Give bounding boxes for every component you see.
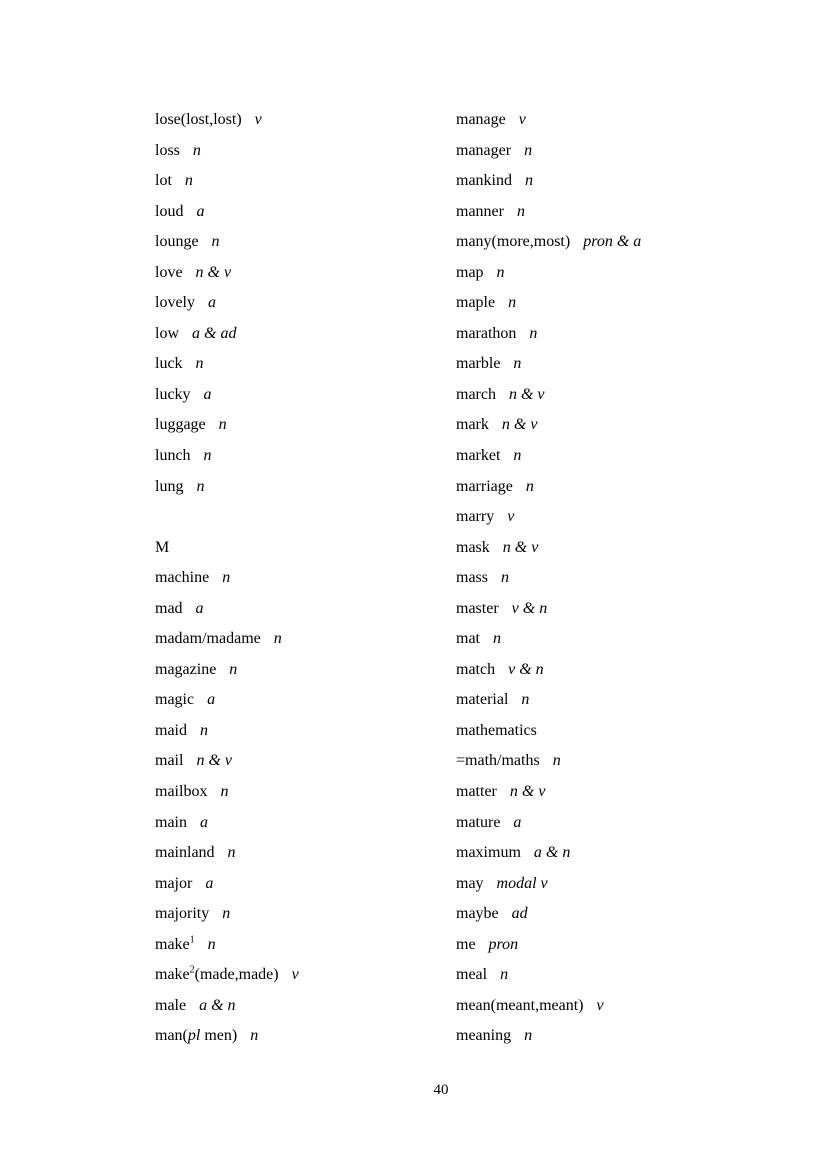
entry-word: machine — [155, 569, 210, 587]
word-entry — [456, 380, 776, 411]
entry-pos-tag: v & n — [508, 660, 544, 678]
entry-word: man(pl men) — [155, 1027, 238, 1045]
entry-pos-tag: n — [227, 844, 236, 862]
entry-pos-tag: n & v — [502, 538, 539, 556]
entry-pos-tag: a & n — [199, 996, 236, 1014]
word-entry — [456, 1021, 776, 1052]
word-entry — [456, 197, 776, 228]
entry-pos-tag: v — [254, 111, 262, 128]
entry-word: loud — [155, 202, 184, 220]
superscript: 1 — [189, 934, 195, 946]
word-entry — [456, 899, 776, 930]
entry-word: mask — [456, 538, 490, 556]
entry-word: matter — [456, 783, 497, 801]
entry-pos-tag: a — [196, 202, 205, 220]
entry-pos-tag: n — [220, 783, 229, 801]
word-entry — [456, 624, 776, 655]
entry-pos-tag: n — [552, 752, 561, 770]
entry-pos-tag: n — [496, 263, 505, 281]
entry-pos-tag: n — [513, 447, 522, 465]
entry-pos-tag: a & ad — [192, 324, 237, 342]
word-entry — [155, 685, 475, 716]
entry-word: may — [456, 874, 484, 892]
word-entry — [155, 349, 475, 380]
entry-pos-tag: n — [513, 355, 522, 373]
entry-word: master — [456, 599, 499, 617]
word-entry — [456, 838, 776, 869]
entry-pos-tag: v — [291, 966, 299, 984]
word-entry — [155, 991, 475, 1022]
word-list-column-left — [155, 105, 475, 1052]
entry-word: mass — [456, 569, 488, 587]
word-list-column-right — [456, 105, 776, 1052]
entry-word: mad — [155, 599, 183, 617]
word-entry — [155, 808, 475, 839]
entry-pos-tag: n — [195, 355, 204, 373]
entry-word: mark — [456, 416, 489, 434]
word-entry — [456, 808, 776, 839]
word-entry — [456, 319, 776, 350]
entry-pos-tag: n — [500, 966, 509, 984]
word-entry — [155, 594, 475, 625]
entry-pos-tag: v — [518, 111, 526, 128]
entry-word: madam/madame — [155, 630, 261, 648]
entry-word: loss — [155, 141, 180, 159]
entry-pos-tag: n — [207, 935, 216, 953]
word-entry — [456, 960, 776, 991]
word-entry — [155, 410, 475, 441]
word-entry — [155, 319, 475, 350]
entry-word: mail — [155, 752, 184, 770]
entry-word: manage — [456, 111, 506, 128]
entry-pos-tag: n — [222, 905, 231, 923]
word-entry — [456, 410, 776, 441]
word-entry — [456, 533, 776, 564]
entry-word: lovely — [155, 294, 195, 312]
entry-pos-tag: n — [203, 447, 212, 465]
entry-word: mankind — [456, 172, 512, 190]
word-entry — [155, 380, 475, 411]
word-entry — [155, 960, 475, 991]
word-entry — [155, 258, 475, 289]
entry-word: many(more,most) — [456, 233, 571, 251]
page-number: 40 — [433, 1082, 449, 1098]
entry-pos-tag: n — [508, 294, 517, 312]
entry-pos-tag: n — [529, 324, 538, 342]
entry-pos-tag: n & v — [509, 783, 546, 801]
word-entry — [155, 1021, 475, 1052]
entry-word: make$^1$ — [155, 934, 195, 953]
entry-pos-tag: n — [521, 691, 530, 709]
entry-word: marble — [456, 355, 501, 373]
entry-word: material — [456, 691, 509, 709]
entry-word: mathematics — [456, 721, 537, 739]
word-entry — [155, 716, 475, 747]
entry-pos-tag: n — [493, 630, 501, 648]
blank-row — [155, 502, 475, 533]
section-letter: M — [155, 538, 170, 556]
entry-pos-tag: n & v — [508, 385, 545, 403]
italic-fragment: pl — [187, 1027, 201, 1045]
entry-pos-tag: n — [211, 233, 220, 251]
word-entry — [155, 166, 475, 197]
word-entry — [456, 716, 776, 747]
entry-pos-tag: n & v — [196, 752, 232, 770]
entry-pos-tag: n & v — [501, 416, 538, 434]
entry-word: low — [155, 324, 179, 342]
word-entry — [456, 502, 776, 533]
word-entry — [155, 227, 475, 258]
entry-pos-tag: n — [196, 477, 205, 495]
entry-word: marry — [456, 508, 495, 526]
entry-pos-tag: a — [207, 691, 216, 709]
entry-pos-tag: n — [525, 477, 534, 495]
word-entry — [155, 105, 475, 136]
entry-pos-tag: n — [184, 172, 193, 190]
entry-word: male — [155, 996, 187, 1014]
word-entry — [155, 136, 475, 167]
word-entry — [456, 166, 776, 197]
entry-word: main — [155, 813, 187, 831]
word-entry — [456, 349, 776, 380]
entry-word: marriage — [456, 477, 513, 495]
word-entry — [456, 991, 776, 1022]
entry-word: =math/maths — [456, 752, 540, 770]
entry-pos-tag: a & n — [533, 844, 571, 862]
entry-pos-tag: ad — [511, 905, 528, 923]
entry-word: maple — [456, 294, 496, 312]
word-entry — [456, 227, 776, 258]
entry-pos-tag: n — [501, 569, 509, 587]
word-entry — [456, 563, 776, 594]
word-entry — [155, 777, 475, 808]
entry-word: maid — [155, 721, 187, 739]
word-entry — [155, 655, 475, 686]
entry-word: maybe — [456, 905, 499, 923]
entry-pos-tag: n — [222, 569, 231, 587]
entry-word: lung — [155, 477, 184, 495]
entry-pos-tag: n — [524, 141, 533, 159]
word-entry — [456, 869, 776, 900]
word-entry — [456, 472, 776, 503]
entry-pos-tag: pron — [488, 935, 519, 953]
entry-word: mean(meant,meant) — [456, 996, 584, 1014]
entry-word: love — [155, 263, 183, 281]
entry-pos-tag: a — [513, 813, 522, 831]
word-entry — [155, 899, 475, 930]
entry-word: magazine — [155, 660, 217, 678]
word-entry — [456, 258, 776, 289]
entry-pos-tag: n — [516, 202, 525, 220]
section-header — [155, 533, 475, 564]
word-entry — [456, 746, 776, 777]
word-entry — [155, 624, 475, 655]
entry-word: meal — [456, 966, 488, 984]
word-entry — [456, 777, 776, 808]
entry-pos-tag: n — [273, 630, 282, 648]
entry-word: meaning — [456, 1027, 512, 1045]
word-entry — [155, 746, 475, 777]
entry-word: lose(lost,lost) — [155, 111, 242, 128]
entry-pos-tag: n — [218, 416, 227, 434]
entry-word: match — [456, 660, 496, 678]
entry-word: lunch — [155, 447, 191, 465]
entry-word: mat — [456, 630, 480, 648]
entry-pos-tag: v & n — [511, 599, 548, 617]
entry-pos-tag: n — [250, 1027, 259, 1045]
word-entry — [456, 441, 776, 472]
entry-word: lucky — [155, 385, 191, 403]
word-entry — [456, 655, 776, 686]
entry-pos-tag: modal v — [496, 874, 548, 892]
entry-pos-tag: n & v — [195, 263, 232, 281]
entry-word: major — [155, 874, 193, 892]
word-entry — [155, 288, 475, 319]
entry-pos-tag: a — [195, 599, 204, 617]
word-entry — [155, 197, 475, 228]
entry-word: march — [456, 385, 496, 403]
entry-word: luck — [155, 355, 183, 373]
entry-word: me — [456, 935, 476, 953]
word-entry — [155, 563, 475, 594]
entry-word: market — [456, 447, 501, 465]
entry-pos-tag: n — [525, 172, 533, 190]
entry-pos-tag: n — [200, 721, 208, 739]
word-entry — [155, 869, 475, 900]
entry-word: marathon — [456, 324, 517, 342]
entry-word: lot — [155, 172, 172, 190]
entry-word: mainland — [155, 844, 215, 862]
entry-word: manner — [456, 202, 504, 220]
entry-word: lounge — [155, 233, 199, 251]
entry-pos-tag: a — [200, 813, 208, 831]
entry-pos-tag: n — [192, 141, 201, 159]
word-entry — [155, 838, 475, 869]
entry-pos-tag: pron & a — [583, 233, 642, 251]
entry-word: maximum — [456, 844, 521, 862]
entry-pos-tag: a — [203, 385, 212, 403]
word-entry — [155, 472, 475, 503]
word-entry — [456, 105, 776, 136]
entry-pos-tag: n — [524, 1027, 533, 1045]
word-entry — [456, 594, 776, 625]
word-entry — [456, 930, 776, 961]
entry-pos-tag: n — [229, 660, 238, 678]
entry-word: mailbox — [155, 783, 208, 801]
word-entry — [155, 441, 475, 472]
entry-pos-tag: v — [507, 508, 515, 526]
entry-pos-tag: a — [208, 294, 216, 312]
word-entry — [456, 685, 776, 716]
entry-word: manager — [456, 141, 512, 159]
entry-pos-tag: v — [596, 996, 604, 1014]
word-entry — [155, 930, 475, 961]
entry-word: majority — [155, 905, 210, 923]
entry-word: mature — [456, 813, 501, 831]
word-entry — [456, 136, 776, 167]
entry-pos-tag: a — [205, 874, 214, 892]
entry-word: map — [456, 263, 484, 281]
entry-word: magic — [155, 691, 195, 709]
entry-word: make$^2$(made,made) — [155, 964, 279, 984]
superscript: 2 — [189, 964, 195, 976]
entry-word: luggage — [155, 416, 206, 434]
word-entry — [456, 288, 776, 319]
